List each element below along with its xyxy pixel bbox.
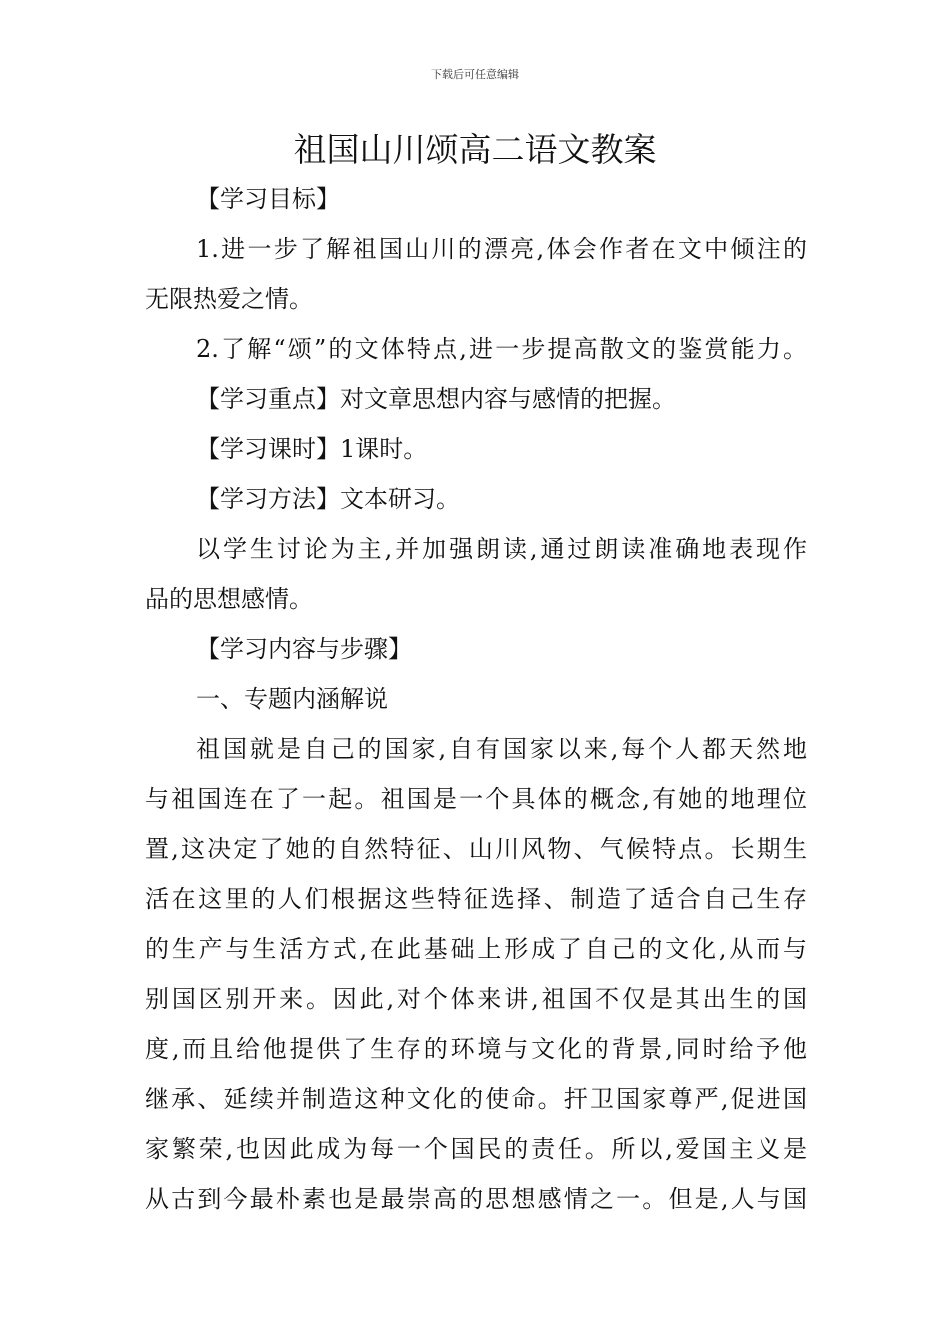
paragraph-line-4: 活在这里的人们根据这些特征选择、制造了适合自己生存 [145, 885, 807, 913]
learning-focus: 【学习重点】对文章思想内容与感情的把握。 [196, 385, 676, 413]
paragraph-line-2: 与祖国连在了一起。祖国是一个具体的概念,有她的地理位 [145, 785, 807, 813]
method-note-line-1: 以学生讨论为主,并加强朗读,通过朗读准确地表现作 [196, 535, 807, 563]
paragraph-line-8: 继承、延续并制造这种文化的使命。扞卫国家尊严,促进国 [145, 1085, 807, 1113]
objective-1-line-2: 无限热爱之情。 [145, 285, 313, 313]
subheading-topic-explanation: 一、专题内涵解说 [196, 685, 388, 713]
paragraph-line-1: 祖国就是自己的国家,自有国家以来,每个人都天然地 [196, 735, 807, 763]
header-note: 下载后可任意编辑 [431, 68, 519, 81]
section-heading-learning-objectives: 【学习目标】 [196, 185, 340, 213]
paragraph-line-3: 置,这决定了她的自然特征、山川风物、气候特点。长期生 [145, 835, 807, 863]
paragraph-line-10: 从古到今最朴素也是最崇高的思想感情之一。但是,人与国 [145, 1185, 807, 1213]
section-heading-content-steps: 【学习内容与步骤】 [196, 635, 412, 663]
paragraph-line-5: 的生产与生活方式,在此基础上形成了自己的文化,从而与 [145, 935, 807, 963]
objective-1-line-1: 1.进一步了解祖国山川的漂亮,体会作者在文中倾注的 [196, 235, 807, 263]
learning-method: 【学习方法】文本研习。 [196, 485, 460, 513]
document-title: 祖国山川颂高二语文教案 [293, 130, 657, 169]
paragraph-line-9: 家繁荣,也因此成为每一个国民的责任。所以,爱国主义是 [145, 1135, 807, 1163]
learning-hours: 【学习课时】1课时。 [196, 435, 428, 463]
method-note-line-2: 品的思想感情。 [145, 585, 313, 613]
objective-2: 2.了解“颂”的文体特点,进一步提高散文的鉴赏能力。 [196, 335, 807, 363]
paragraph-line-6: 别国区别开来。因此,对个体来讲,祖国不仅是其出生的国 [145, 985, 807, 1013]
paragraph-line-7: 度,而且给他提供了生存的环境与文化的背景,同时给予他 [145, 1035, 807, 1063]
